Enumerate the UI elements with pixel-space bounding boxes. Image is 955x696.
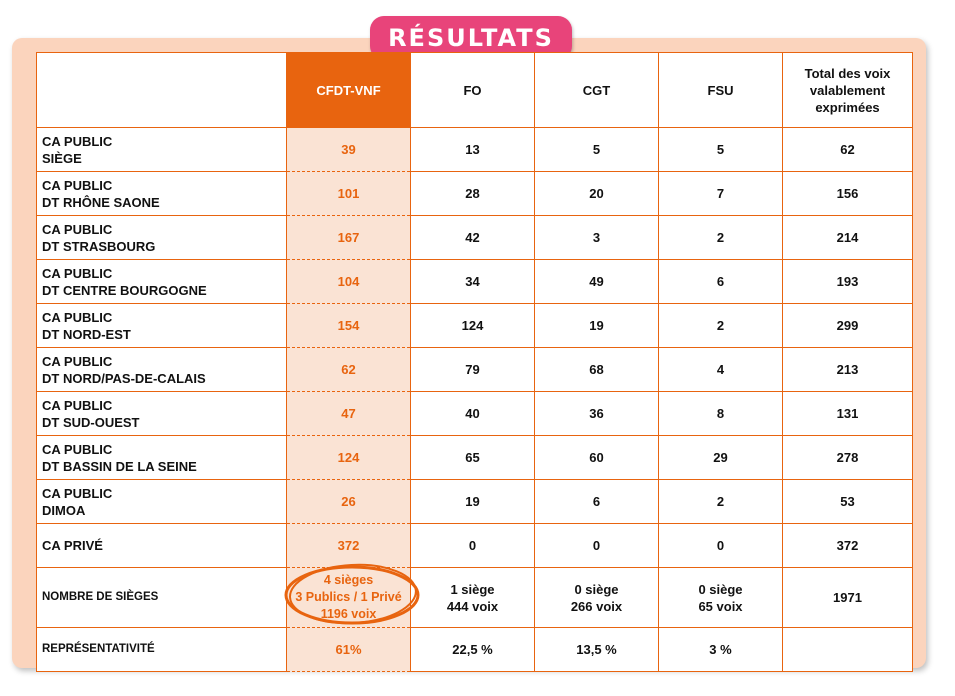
cell-fo-sieges [411,568,535,628]
row-label-line1: CA PUBLIC [42,309,113,325]
cell-fo: 19 [411,480,535,524]
cell-fsu: 5 [659,128,783,172]
row-label-line2: DT BASSIN DE LA SEINE [42,458,197,474]
cell-cgt-sieges [535,568,659,628]
cell-fo: 79 [411,348,535,392]
cfdt-seats-line: 3 Publics / 1 Privé [295,590,402,604]
cell-cfdt: 372 [287,524,411,568]
highlight-circle-wrap [295,572,401,623]
row-label-line2: DT CENTRE BOURGOGNE [42,282,207,298]
cell-total: 62 [783,128,913,172]
sieges-label: NOMBRE DE SIÈGES [37,568,287,628]
cfdt-seats [295,572,401,623]
cell-fsu: 6 [659,260,783,304]
row-label [37,172,287,216]
results-table [36,52,913,672]
row-label-line2: DT NORD-EST [42,326,131,342]
row-label-line1: CA PUBLIC [42,485,113,501]
row-label [37,260,287,304]
cell-cfdt: 47 [287,392,411,436]
cgt-seats: 0 siège [574,581,619,597]
table-row [37,172,913,216]
cell-fo: 40 [411,392,535,436]
header-total-line: exprimées [815,99,880,115]
cell-cgt-repr: 13,5 % [535,628,659,672]
cell-cfdt: 62 [287,348,411,392]
table-row [37,128,913,172]
row-label-line1: CA PUBLIC [42,133,113,149]
row-label-line1: CA PUBLIC [42,441,113,457]
cell-total-sieges: 1971 [783,568,913,628]
header-cgt: CGT [535,53,659,128]
table-row [37,436,913,480]
table-row [37,524,913,568]
table-row [37,216,913,260]
cell-fo-repr: 22,5 % [411,628,535,672]
header-row [37,53,913,128]
table-row [37,260,913,304]
header-total-line: valablement [809,82,886,98]
cell-fsu: 2 [659,304,783,348]
cell-cfdt-sieges [287,568,411,628]
cell-fsu: 4 [659,348,783,392]
row-label-line1: CA PUBLIC [42,353,113,369]
fo-seats: 1 siège [450,581,495,597]
header-total [783,53,913,128]
row-label-line1: CA PRIVÉ [42,538,103,553]
row-label-line2: DIMOA [42,502,86,518]
cell-fsu-sieges [659,568,783,628]
cell-cgt: 3 [535,216,659,260]
cell-cfdt: 154 [287,304,411,348]
cell-cgt: 49 [535,260,659,304]
cell-total: 156 [783,172,913,216]
cell-cfdt-repr: 61% [287,628,411,672]
cell-total: 372 [783,524,913,568]
table-row [37,348,913,392]
cell-total: 131 [783,392,913,436]
table-row [37,480,913,524]
cell-cgt: 68 [535,348,659,392]
cell-fo: 13 [411,128,535,172]
row-label-line2: DT NORD/PAS-DE-CALAIS [42,370,206,386]
cfdt-seats-line: 1196 voix [320,607,377,621]
row-label [37,348,287,392]
cell-total: 213 [783,348,913,392]
header-cfdt: CFDT-VNF [287,53,411,128]
cfdt-seats-line: 4 sièges [323,573,374,587]
representativite-row [37,628,913,672]
cell-cfdt: 101 [287,172,411,216]
cell-cfdt: 39 [287,128,411,172]
cell-cgt: 20 [535,172,659,216]
cell-total: 193 [783,260,913,304]
row-label [37,392,287,436]
fo-votes: 444 voix [446,598,499,614]
row-label-line2: DT RHÔNE SAONE [42,194,160,210]
cell-cgt: 19 [535,304,659,348]
cell-cfdt: 167 [287,216,411,260]
sieges-row [37,568,913,628]
cell-total: 278 [783,436,913,480]
row-label-line1: CA PUBLIC [42,221,113,237]
header-fo: FO [411,53,535,128]
row-label [37,524,287,568]
row-label-line2: SIÈGE [42,150,82,166]
header-total-line: Total des voix [804,65,891,81]
cell-cfdt: 124 [287,436,411,480]
cell-fsu: 29 [659,436,783,480]
cell-cgt: 0 [535,524,659,568]
cell-fsu-repr: 3 % [659,628,783,672]
cell-fsu: 2 [659,216,783,260]
row-label [37,436,287,480]
cell-fo: 65 [411,436,535,480]
cgt-votes: 266 voix [570,598,623,614]
cell-cgt: 36 [535,392,659,436]
fsu-votes: 65 voix [698,598,743,614]
page-title: RÉSULTATS [370,16,572,60]
cell-total-repr [783,628,913,672]
row-label [37,304,287,348]
row-label [37,216,287,260]
cell-total: 299 [783,304,913,348]
row-label-line1: CA PUBLIC [42,265,113,281]
cell-fsu: 8 [659,392,783,436]
row-label-line1: CA PUBLIC [42,397,113,413]
cell-fo: 28 [411,172,535,216]
row-label [37,128,287,172]
cell-total: 53 [783,480,913,524]
cell-fsu: 7 [659,172,783,216]
cell-cfdt: 104 [287,260,411,304]
row-label-line2: DT SUD-OUEST [42,414,140,430]
cell-fo: 42 [411,216,535,260]
cell-fsu: 0 [659,524,783,568]
cell-cgt: 5 [535,128,659,172]
cell-total: 214 [783,216,913,260]
row-label-line1: CA PUBLIC [42,177,113,193]
fsu-seats: 0 siège [698,581,743,597]
cell-fsu: 2 [659,480,783,524]
cell-cgt: 60 [535,436,659,480]
cell-fo: 34 [411,260,535,304]
row-label-line2: DT STRASBOURG [42,238,156,254]
table-row [37,304,913,348]
header-empty [37,53,287,128]
cell-fo: 124 [411,304,535,348]
cell-fo: 0 [411,524,535,568]
row-label [37,480,287,524]
table-row [37,392,913,436]
cell-cgt: 6 [535,480,659,524]
header-fsu: FSU [659,53,783,128]
representativite-label: REPRÉSENTATIVITÉ [37,628,287,672]
cell-cfdt: 26 [287,480,411,524]
